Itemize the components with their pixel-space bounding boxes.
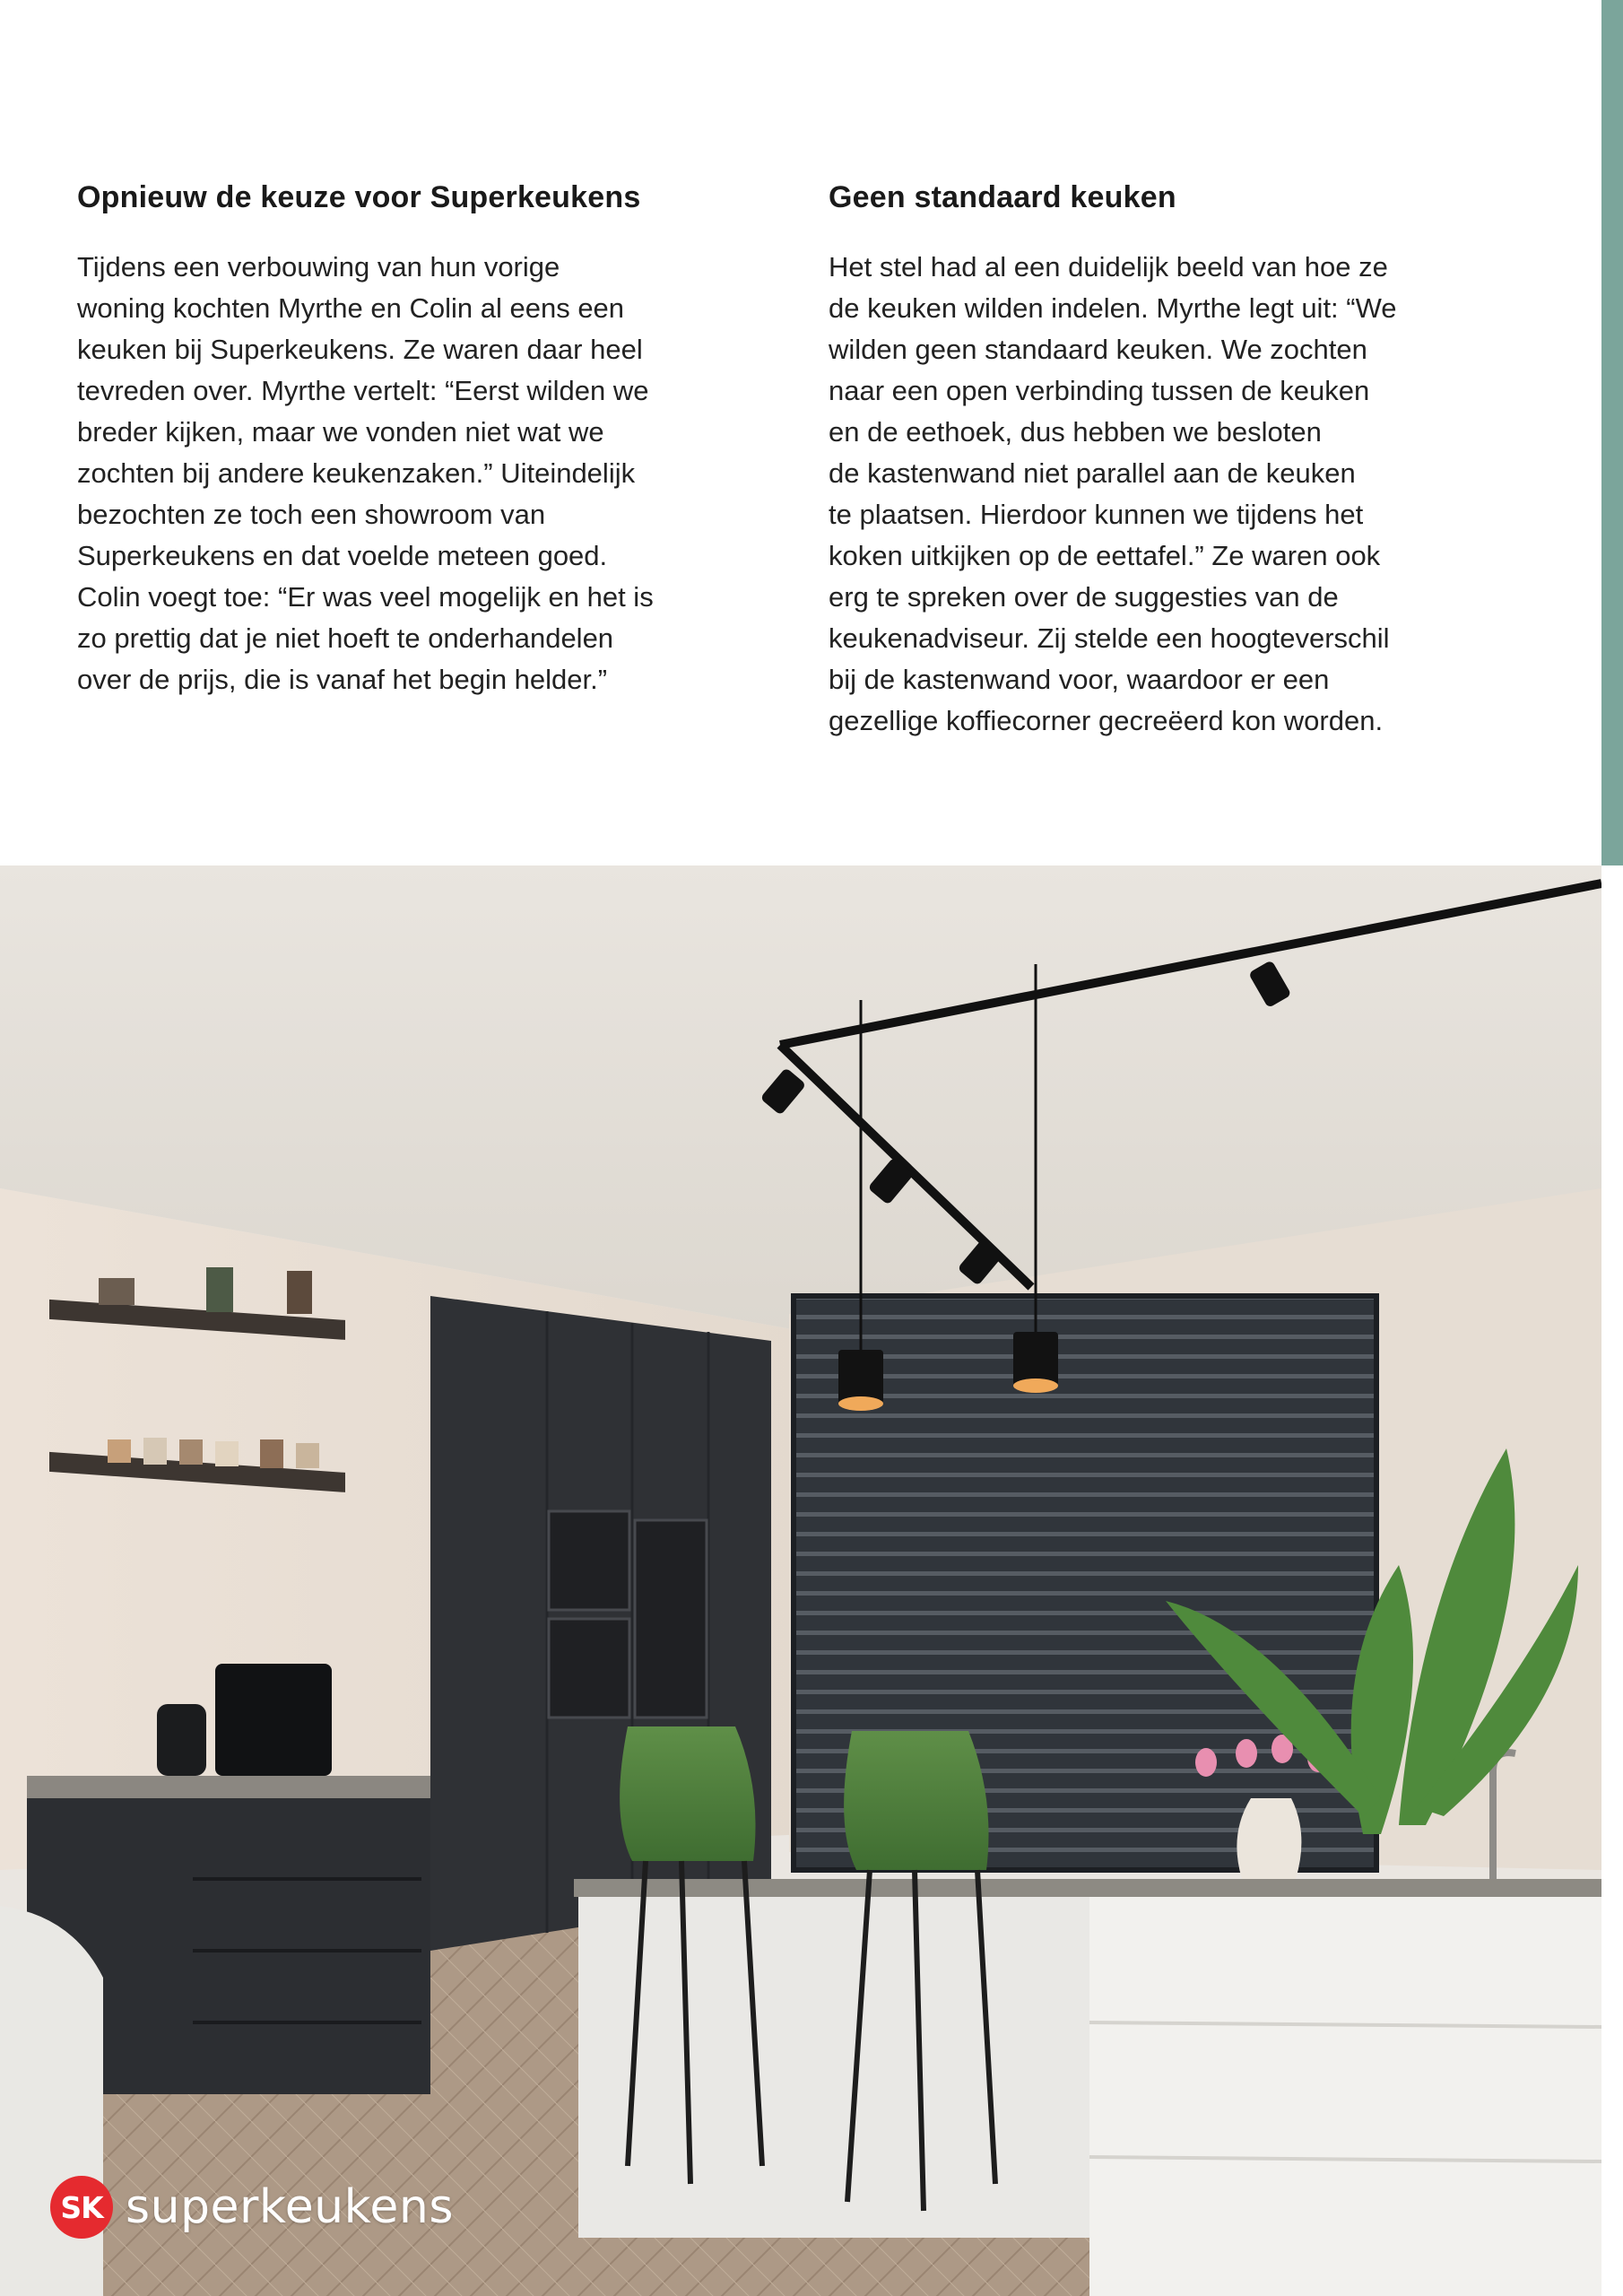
text-line: gezellige koffiecorner gecreëerd kon worden. xyxy=(829,704,1384,736)
text-line: de keuken wilden indelen. Myrthe legt uit: “We xyxy=(829,291,1397,324)
article-column-left xyxy=(77,179,785,700)
kettle xyxy=(157,1704,206,1776)
text-line: bij de kastenwand voor, waardoor er een xyxy=(829,663,1330,695)
section-heading-right: Geen standaard keuken xyxy=(829,180,1176,214)
body-text-right xyxy=(829,247,1537,742)
oven-upper xyxy=(549,1511,629,1610)
text-line: woning kochten Myrthe en Colin al eens een xyxy=(77,291,625,324)
logo-badge: SK xyxy=(50,2176,113,2239)
text-line: Colin voegt toe: “Er was veel mogelijk en het is xyxy=(77,580,654,613)
text-line: te plaatsen. Hierdoor kunnen we tijdens het xyxy=(829,498,1364,530)
island-front-left xyxy=(578,1897,1089,2238)
text-line: keukenadviseur. Zij stelde een hoogteverschil xyxy=(829,622,1390,654)
body-text-left xyxy=(77,247,785,700)
coffee-machine xyxy=(215,1664,332,1776)
oven-right xyxy=(635,1520,707,1718)
island-front-right xyxy=(1089,1897,1601,2296)
text-line: de kastenwand niet parallel aan de keuken xyxy=(829,457,1356,489)
vase xyxy=(1237,1798,1301,1879)
text-line: over de prijs, die is vanaf het begin helder.” xyxy=(77,663,608,695)
superkeukens-logo xyxy=(50,2176,454,2239)
accent-bar xyxy=(1601,0,1623,865)
text-line: zochten bij andere keukenzaken.” Uiteindelijk xyxy=(77,457,636,489)
text-line: Superkeukens en dat voelde meteen goed. xyxy=(77,539,608,571)
text-line: koken uitkijken op de eettafel.” Ze waren ook xyxy=(829,539,1381,571)
text-line: tevreden over. Myrthe vertelt: “Eerst wilden we xyxy=(77,374,649,406)
text-line: Het stel had al een duidelijk beeld van hoe ze xyxy=(829,250,1388,283)
text-line: zo prettig dat je niet hoeft te onderhandelen xyxy=(77,622,614,654)
text-line: naar een open verbinding tussen de keuken xyxy=(829,374,1370,406)
text-line: erg te spreken over de suggesties van de xyxy=(829,580,1339,613)
text-line: wilden geen standaard keuken. We zochten xyxy=(829,333,1367,365)
kitchen-illustration xyxy=(0,865,1601,2296)
article-column-right xyxy=(829,179,1537,742)
text-line: bezochten ze toch een showroom van xyxy=(77,498,546,530)
logo-wordmark: superkeukens xyxy=(126,2180,454,2234)
text-line: en de eethoek, dus hebben we besloten xyxy=(829,415,1322,448)
text-line: Tijdens een verbouwing van hun vorige xyxy=(77,250,560,283)
counter-left-top xyxy=(27,1776,430,1798)
section-heading-left: Opnieuw de keuze voor Superkeukens xyxy=(77,180,641,214)
text-line: keuken bij Superkeukens. Ze waren daar heel xyxy=(77,333,643,365)
oven-lower xyxy=(549,1619,629,1718)
text-line: breder kijken, maar we vonden niet wat we xyxy=(77,415,604,448)
kitchen-photo xyxy=(0,865,1601,2296)
